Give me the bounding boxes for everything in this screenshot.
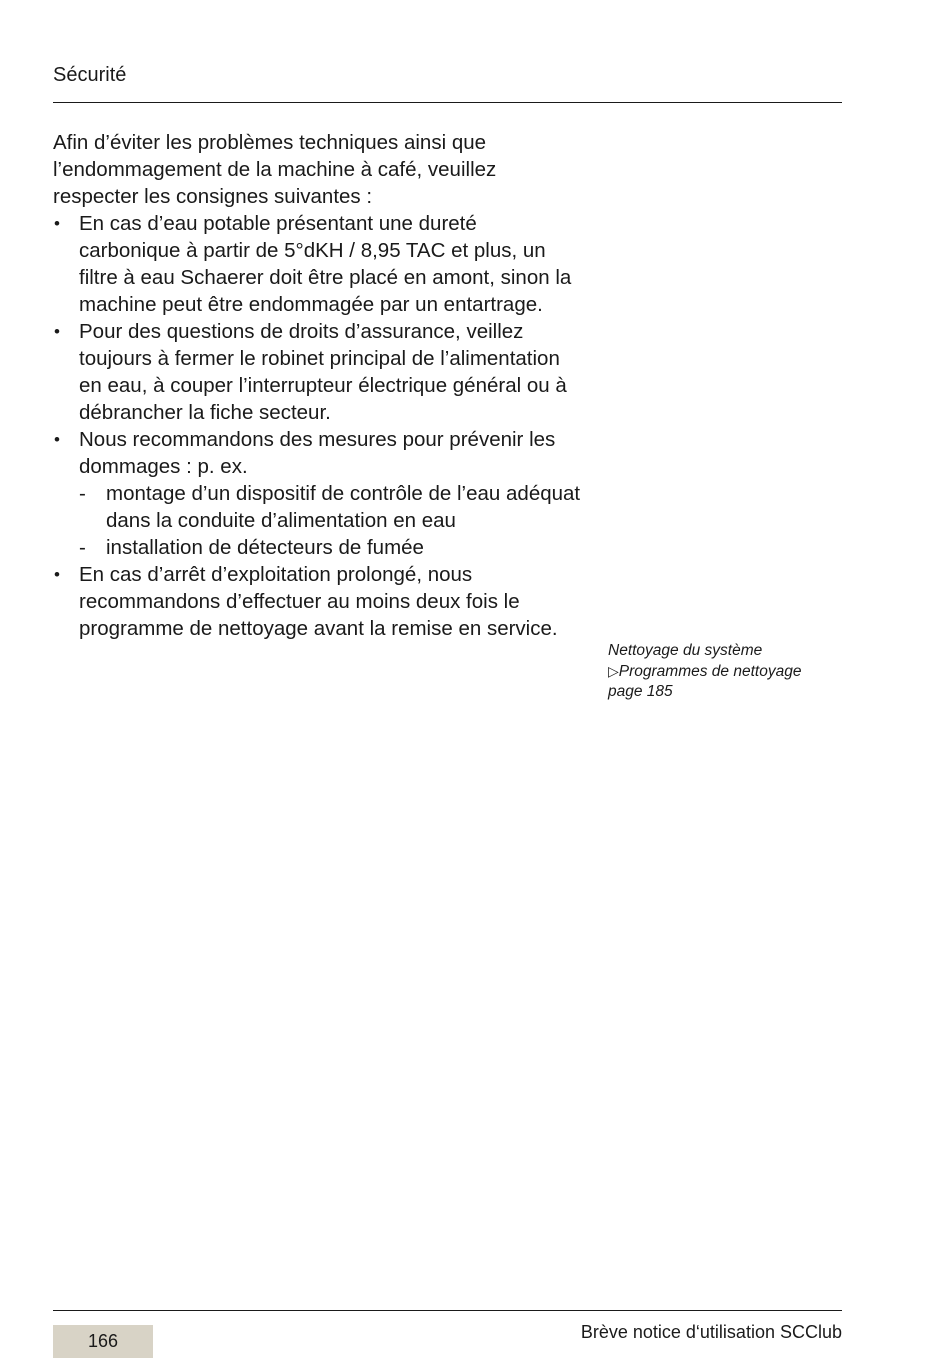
cross-reference-page: page 185	[608, 683, 673, 700]
margin-note-title: Nettoyage du système	[608, 642, 763, 659]
list-item-text: En cas d’eau potable présentant une dureté carbonique à partir de 5°dKH / 8,95 TAC et plus, un filtre à eau Schaerer doit être placé en amont, sinon la machine peut être endommagée par un entartrage.	[79, 212, 572, 316]
cross-reference-link[interactable]	[608, 661, 848, 682]
list-item-long-shutdown	[53, 561, 583, 642]
cross-reference-text: Programmes de nettoyage	[618, 663, 802, 680]
safety-instructions-list	[53, 210, 583, 642]
list-item-insurance	[53, 318, 583, 426]
main-content	[53, 129, 583, 642]
list-item-text: Nous recommandons des mesures pour prévenir les dommages : p. ex.	[79, 428, 556, 478]
margin-note	[608, 641, 848, 702]
triangle-right-icon: ▷	[608, 663, 619, 679]
list-item-text: En cas d’arrêt d’exploitation prolongé, nous recommandons d’effectuer au moins deux fois le programme de nettoyage avant la remise en service.	[79, 563, 558, 640]
prevention-sub-list	[79, 480, 583, 561]
list-item-water-hardness	[53, 210, 583, 318]
sub-item-text: montage d’un dispositif de contrôle de l’eau adéquat dans la conduite d’alimentation en eau	[106, 482, 581, 532]
section-title: Sécurité	[53, 64, 127, 86]
list-item-prevention	[53, 426, 583, 561]
sub-item-text: installation de détecteurs de fumée	[106, 536, 424, 559]
sub-item-smoke-detectors	[79, 534, 583, 561]
list-item-text: Pour des questions de droits d’assurance, veillez toujours à fermer le robinet principal de l’alimentation en eau, à couper l’interrupteur électrique général ou à débrancher la fiche secteur.	[79, 320, 567, 424]
sub-item-water-control	[79, 480, 583, 534]
page-number: 166	[53, 1325, 153, 1358]
intro-paragraph: Afin d’éviter les problèmes techniques ainsi que l’endommagement de la machine à café, veuillez respecter les consignes suivantes :	[53, 131, 497, 208]
header-divider	[53, 102, 842, 103]
document-title: Brève notice d‘utilisation SCClub	[580, 1322, 842, 1342]
footer-divider	[53, 1310, 842, 1311]
